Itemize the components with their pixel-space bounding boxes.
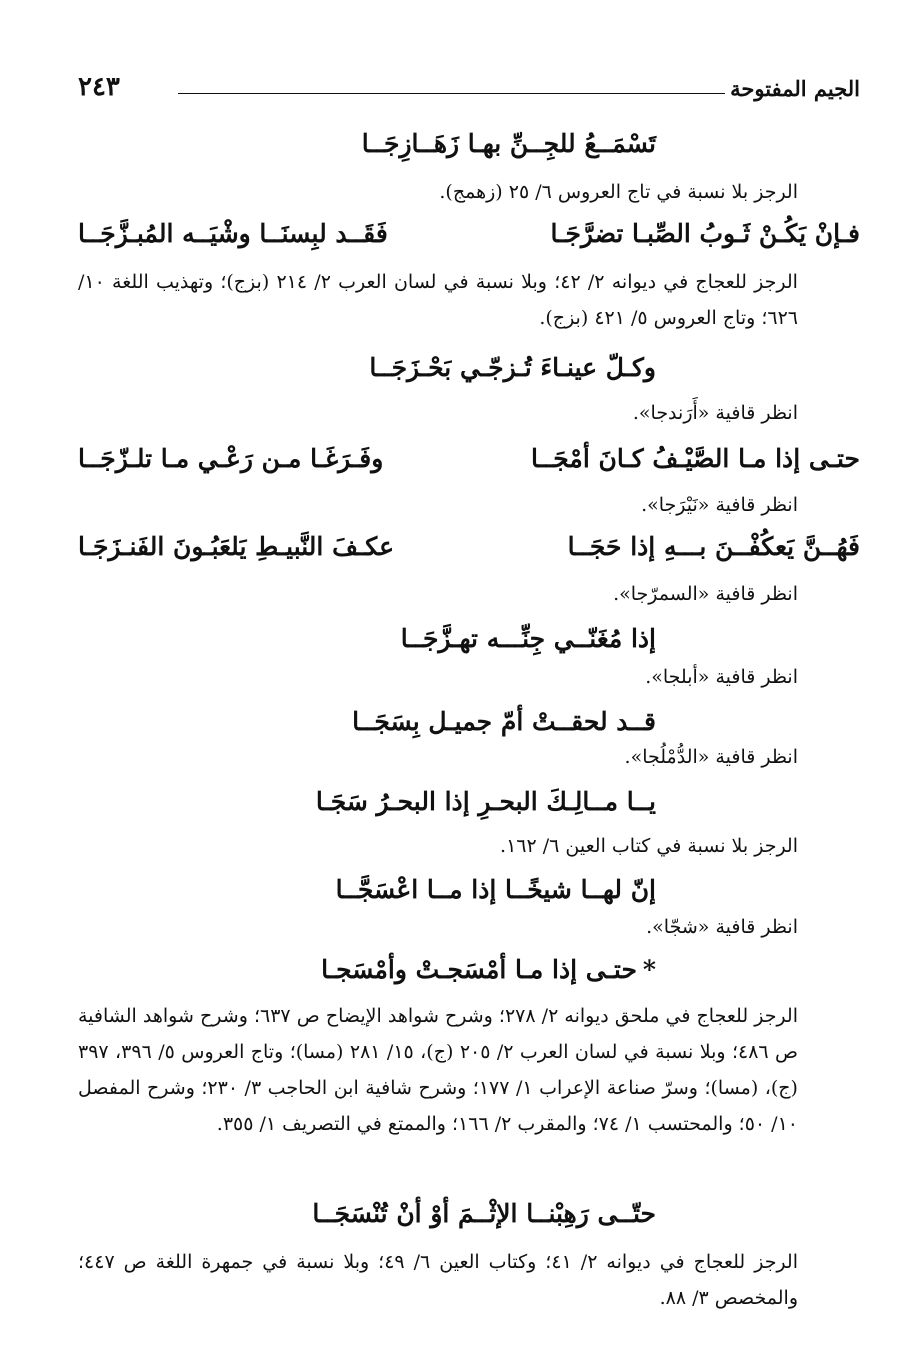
citation-note: الرجز للعجاج في ديوانه ٢/ ٤٢؛ وبلا نسبة في لسان العرب ٢/ ٢١٤ (بزج)؛ وتهذيب اللغة ١٠/ ٦٢٦؛ وتاج العروس ٥/ ٤٢١ (بزج). xyxy=(78,271,798,329)
citation-note: انظر قافية «السمرّجا». xyxy=(613,583,798,605)
verse-hemistich-left: وفَـرَغَـا مـن رَعْـي مـا تلـزّجَــا xyxy=(78,444,384,473)
verse-line: يــا مــالِـكَ البحـرِ إذا البحـرُ سَجَـا xyxy=(315,787,656,816)
verse-hemistich-right: فَهُــنَّ يَعكُفْــنَ بـــهِ إذا حَجَــا xyxy=(567,532,860,561)
verse-line xyxy=(321,948,656,992)
citation-note: الرجز للعجاج في ملحق ديوانه ٢/ ٢٧٨؛ وشرح شواهد الإيضاح ص ٦٣٧؛ وشرح شواهد الشافية ص ٤٨٦؛ وبلا نسبة في لسان العرب ٢/ ٢٠٥ (ج)، ١٥/ ٢٨١ (مسا)؛ وتاج العروس ٥/ ٣٩٦، ٣٩٧ (ج)، (مسا)؛ وسرّ صناعة الإعراب ١/ ١٧٧؛ وشرح شافية ابن الحاجب ٣/ ٢٣٠؛ وشرح المفصل ١٠/ ٥٠؛ والمحتسب ١/ ٧٤؛ والمقرب ٢/ ١٦٦؛ والممتع في التصريف ١/ ٣٥٥. xyxy=(78,1005,798,1135)
page-number: ٢٤٣ xyxy=(78,72,120,102)
asterisk-marker: * xyxy=(642,955,656,984)
verse-hemistich-right: حتـى إذا مـا الصَّيْـفُ كـانَ أمْجَــا xyxy=(531,444,860,473)
verse-line: إنّ لهــا شيخًــا إذا مــا اعْسَجَّــا xyxy=(335,875,656,904)
citation-note: الرجز بلا نسبة في تاج العروس ٦/ ٢٥ (زهمج). xyxy=(439,181,798,203)
verse-hemistich-right: فـإنْ يَكُـنْ ثَـوبُ الصِّبـا تضرَّجَـا xyxy=(550,219,860,248)
citation-note: انظر قافية «شجّا». xyxy=(646,916,798,938)
verse-line: إذا مُغَنّــي جِنِّـــه تهـزَّجَــا xyxy=(400,624,656,653)
header-rule xyxy=(178,93,725,94)
verse-line: حتّــى رَهِبْنــا الإثْــمَ أوْ أنْ تُنْسَجَــا xyxy=(312,1199,656,1228)
citation-note: انظر قافية «الدُّمْلُجا». xyxy=(624,746,798,768)
section-title: الجيم المفتوحة xyxy=(730,76,860,101)
citation-note: انظر قافية «أَرَندجا». xyxy=(632,402,798,424)
verse-hemistich-left: عكـفَ النَّبيـطِ يَلعَبُـونَ الفَنـزَجَـا xyxy=(78,532,394,561)
verse-hemistich-left: فَقَــد لبِسنَــا وشْيَــه المُبـزَّجَــا xyxy=(78,219,388,248)
citation-note: الرجز للعجاج في ديوانه ٢/ ٤١؛ وكتاب العين ٦/ ٤٩؛ وبلا نسبة في جمهرة اللغة ص ٤٤٧؛ والمخصص ٣/ ٨٨. xyxy=(78,1251,798,1309)
verse-text: حتـى إذا مـا أمْسَجـتْ وأمْسَجـا xyxy=(321,955,637,984)
citation-note: انظر قافية «أبلجا». xyxy=(645,666,798,688)
citation-note: انظر قافية «نَيْرَجا». xyxy=(641,494,798,516)
verse-line: تَسْمَــعُ للجِــنِّ بهـا زَهَــازِجَــا xyxy=(361,129,656,158)
citation-note: الرجز بلا نسبة في كتاب العين ٦/ ١٦٢. xyxy=(500,835,798,857)
verse-line: قــد لحقــتْ أمّ جميـل بِسَجَــا xyxy=(352,707,656,736)
verse-line: وكـلّ عينـاءَ تُـزجّـي بَحْـزَجَــا xyxy=(369,353,656,382)
running-header xyxy=(78,72,860,108)
